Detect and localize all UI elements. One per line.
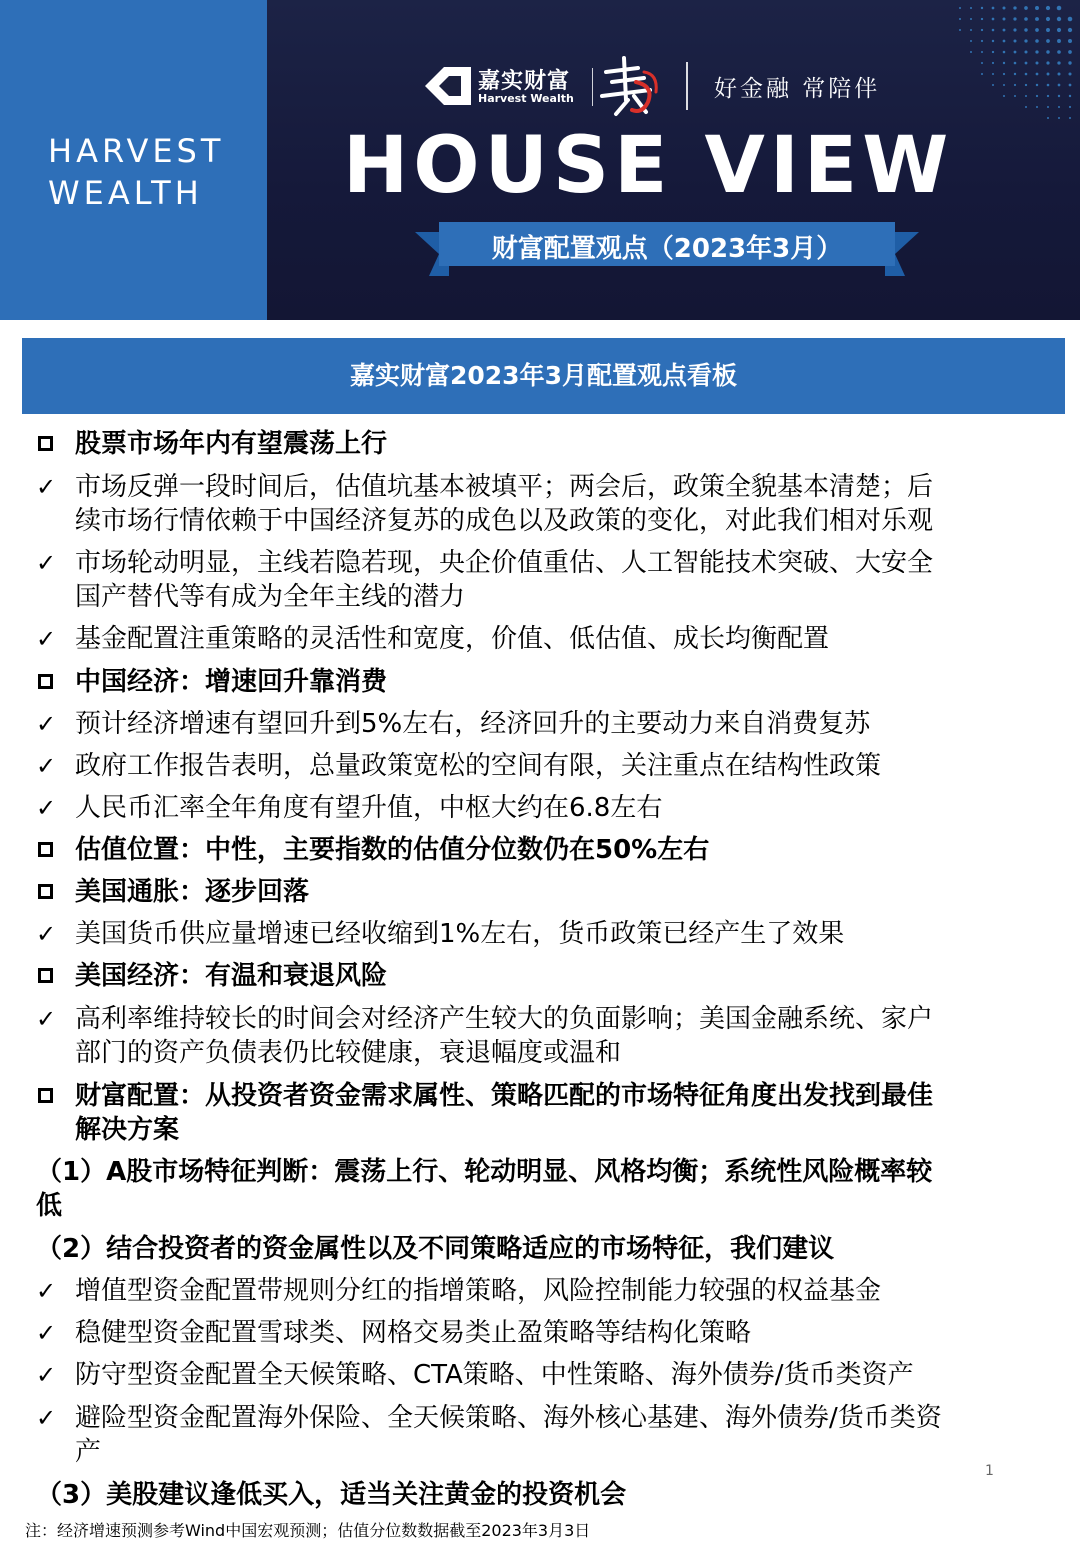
bullet-line: 政府工作报告表明，总量政策宽松的空间有限，关注重点在结构性政策 [75, 751, 882, 781]
bullet-line: 美国货币供应量增速已经收缩到1%左右，货币政策已经产生了效果 [75, 919, 845, 949]
bullet-line: 基金配置注重策略的灵活性和宽度，价值、低估值、成长均衡配置 [75, 624, 830, 654]
section-heading: 估值位置：中性，主要指数的估值分位数仍在50%左右 [75, 835, 710, 865]
section-heading: 中国经济：增速回升靠消费 [75, 667, 388, 697]
bullet-line: 产 [75, 1437, 102, 1467]
section-heading: 股票市场年内有望震荡上行 [75, 429, 388, 459]
section-heading: 美国经济：有温和衰退风险 [75, 961, 388, 991]
bullet-line: 稳健型资金配置雪球类、网格交易类止盈策略等结构化策略 [75, 1318, 752, 1348]
bullet-line: 市场轮动明显，主线若隐若现，央企价值重估、人工智能技术突破、大安全 [75, 548, 934, 578]
brand-wordmark [48, 130, 224, 214]
sub-point-continued: 低 [36, 1191, 63, 1221]
brand-word-2: WEALTH [48, 174, 203, 212]
checkmark-icon: ✓ [36, 794, 57, 822]
checkbox-square-icon [38, 968, 53, 983]
bullet-line: 国产替代等有成为全年主线的潜力 [75, 582, 466, 612]
checkmark-icon: ✓ [36, 549, 57, 577]
logo-chinese-name: 嘉实财富 [478, 69, 571, 94]
checkmark-icon: ✓ [36, 1277, 57, 1305]
page-subtitle: 财富配置观点（2023年3月） [491, 234, 843, 264]
checkbox-square-icon [38, 674, 53, 689]
checkbox-square-icon [38, 1088, 53, 1103]
section-heading: 美国通胀：逐步回落 [75, 877, 310, 907]
page-number: 1 [985, 1463, 994, 1479]
bullet-line: 防守型资金配置全天候策略、CTA策略、中性策略、海外债券/货币类资产 [75, 1360, 914, 1390]
checkmark-icon: ✓ [36, 1319, 57, 1347]
board-banner: 嘉实财富2023年3月配置观点看板 [22, 338, 1065, 414]
section-heading: 财富配置：从投资者资金需求属性、策略匹配的市场特征角度出发找到最佳 [75, 1081, 934, 1111]
bullet-line: 市场反弹一段时间后，估值坑基本被填平；两会后，政策全貌基本清楚；后 [75, 472, 934, 502]
sub-point: （2）结合投资者的资金属性以及不同策略适应的市场特征，我们建议 [36, 1234, 835, 1264]
checkmark-icon: ✓ [36, 473, 57, 501]
logo-english-name: Harvest Wealth [478, 92, 574, 105]
section-heading-continued: 解决方案 [75, 1115, 180, 1145]
bullet-line: 高利率维持较长的时间会对经济产生较大的负面影响；美国金融系统、家户 [75, 1004, 934, 1034]
bullet-line: 预计经济增速有望回升到5%左右，经济回升的主要动力来自消费复苏 [75, 709, 871, 739]
slogan: 好金融 常陪伴 [714, 76, 881, 102]
checkmark-icon: ✓ [36, 1361, 57, 1389]
bullet-line: 续市场行情依赖于中国经济复苏的成色以及政策的变化，对此我们相对乐观 [75, 506, 934, 536]
checkmark-icon: ✓ [36, 1005, 57, 1033]
dot-pattern-decoration [950, 0, 1080, 130]
checkmark-icon: ✓ [36, 752, 57, 780]
harvest-logo-icon [425, 67, 471, 105]
checkmark-icon: ✓ [36, 710, 57, 738]
header-brand-panel [0, 0, 267, 320]
checkmark-icon: ✓ [36, 1404, 57, 1432]
slogan-divider [686, 62, 688, 110]
sub-point: （1）A股市场特征判断：震荡上行、轮动明显、风格均衡；系统性风险概率较 [36, 1157, 933, 1187]
checkmark-icon: ✓ [36, 920, 57, 948]
sub-point: （3）美股建议逢低买入，适当关注黄金的投资机会 [36, 1480, 627, 1510]
checkbox-square-icon [38, 436, 53, 451]
bullet-line: 部门的资产负债表仍比较健康，衰退幅度或温和 [75, 1038, 622, 1068]
footnote: 注：经济增速预测参考Wind中国宏观预测；估值分位数数据截至2023年3月3日 [25, 1521, 591, 1540]
brand-word-1: HARVEST [48, 132, 225, 170]
bullet-line: 增值型资金配置带规则分红的指增策略，风险控制能力较强的权益基金 [75, 1276, 882, 1306]
bullet-line: 避险型资金配置海外保险、全天候策略、海外核心基建、海外债券/货币类资 [75, 1403, 942, 1433]
checkmark-icon: ✓ [36, 625, 57, 653]
page-title: HOUSE VIEW [343, 121, 954, 211]
bullet-line: 人民币汇率全年角度有望升值，中枢大约在6.8左右 [75, 793, 663, 823]
checkbox-square-icon [38, 842, 53, 857]
checkbox-square-icon [38, 884, 53, 899]
anniversary-calligraphy-mark-icon [598, 52, 663, 118]
header [0, 0, 1080, 320]
logo-divider [592, 68, 593, 106]
